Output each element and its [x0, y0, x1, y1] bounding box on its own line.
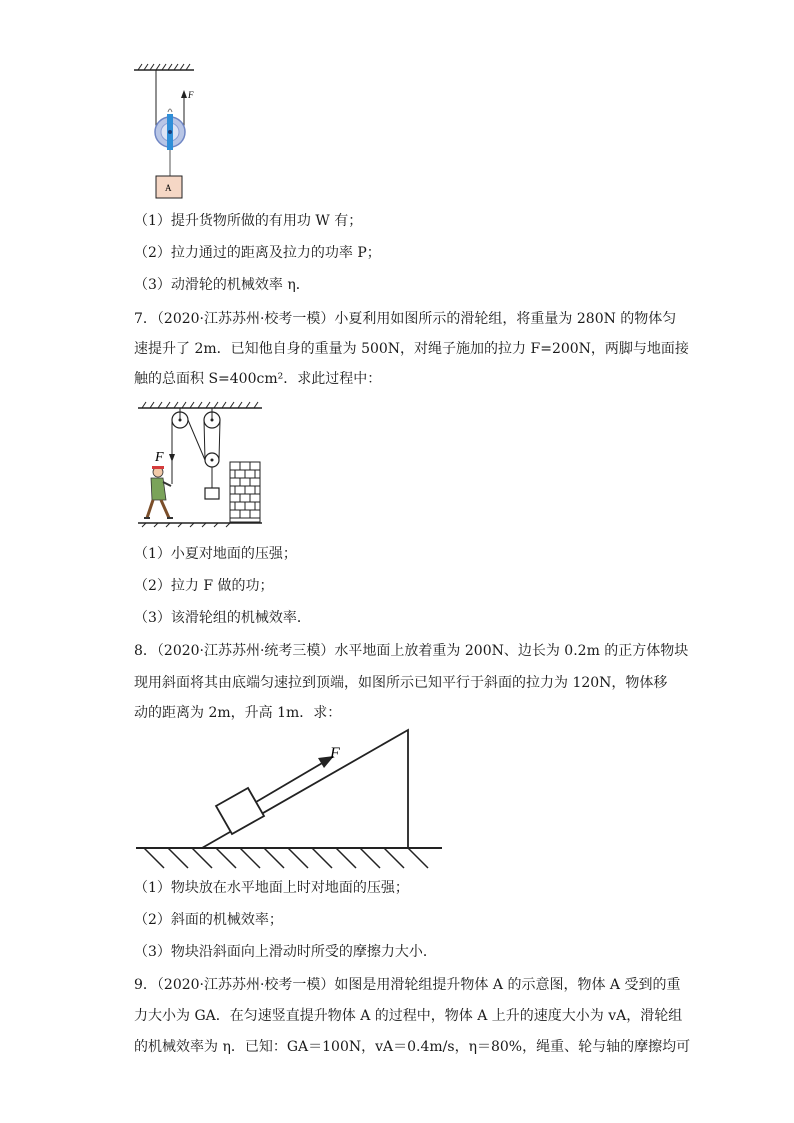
person-figure	[144, 466, 173, 518]
figure-inclined-plane	[134, 724, 446, 872]
q8-sub1: （1）物块放在水平地面上时对地面的压强；	[134, 880, 409, 896]
q7-sub1: （1）小夏对地面的压强；	[134, 546, 297, 562]
q7-sub2: （2）拉力 F 做的功；	[134, 578, 274, 594]
q9-line3: 的机械效率为 η．已知：GA＝100N，vA＝0.4m/s，η＝80%，绳重、轮与轴的摩擦均可	[134, 1039, 691, 1055]
q9-line1: 9．（2020·江苏苏州·校考一模）如图是用滑轮组提升物体 A 的示意图，物体 A 受到的重	[134, 977, 681, 993]
q8-line2: 现用斜面将其由底端匀速拉到顶端，如图所示已知平行于斜面的拉力为 120N，物体移	[134, 675, 668, 691]
q7-sub3: （3）该滑轮组的机械效率．	[134, 610, 311, 626]
figure-7-force-label: F	[155, 450, 164, 465]
q8-sub3: （3）物块沿斜面向上滑动时所受的摩擦力大小．	[134, 944, 437, 960]
q9-line2: 力大小为 GA．在匀速竖直提升物体 A 的过程中，物体 A 上升的速度大小为 vA，滑轮组	[134, 1008, 683, 1024]
brick-wall	[230, 462, 260, 522]
figure-8-force-label: F	[330, 745, 340, 762]
figure-6-block-label: A	[165, 183, 172, 193]
q8-line1: 8．（2020·江苏苏州·统考三模）水平地面上放着重为 200N、边长为 0.2m 的正方体物块	[134, 643, 689, 659]
q6-sub1: （1）提升货物所做的有用功 W 有；	[134, 213, 363, 229]
q7-line2: 速提升了 2m．已知他自身的重量为 500N，对绳子施加的拉力 F=200N，两脚与地面接	[134, 341, 689, 357]
figure-movable-pulley	[128, 62, 208, 202]
q7-line3: 触的总面积 S=400cm²．求此过程中：	[134, 371, 382, 387]
figure-pulley-block-system	[134, 398, 268, 528]
q6-sub3: （3）动滑轮的机械效率 η．	[134, 277, 310, 293]
q8-sub2: （2）斜面的机械效率；	[134, 912, 283, 928]
q8-line3: 动的距离为 2m，升高 1m．求：	[134, 705, 342, 721]
figure-6-force-label: F	[188, 90, 194, 100]
q6-sub2: （2）拉力通过的距离及拉力的功率 P；	[134, 245, 381, 261]
q7-line1: 7．（2020·江苏苏州·校考一模）小夏利用如图所示的滑轮组，将重量为 280N 的物体匀	[134, 311, 677, 327]
